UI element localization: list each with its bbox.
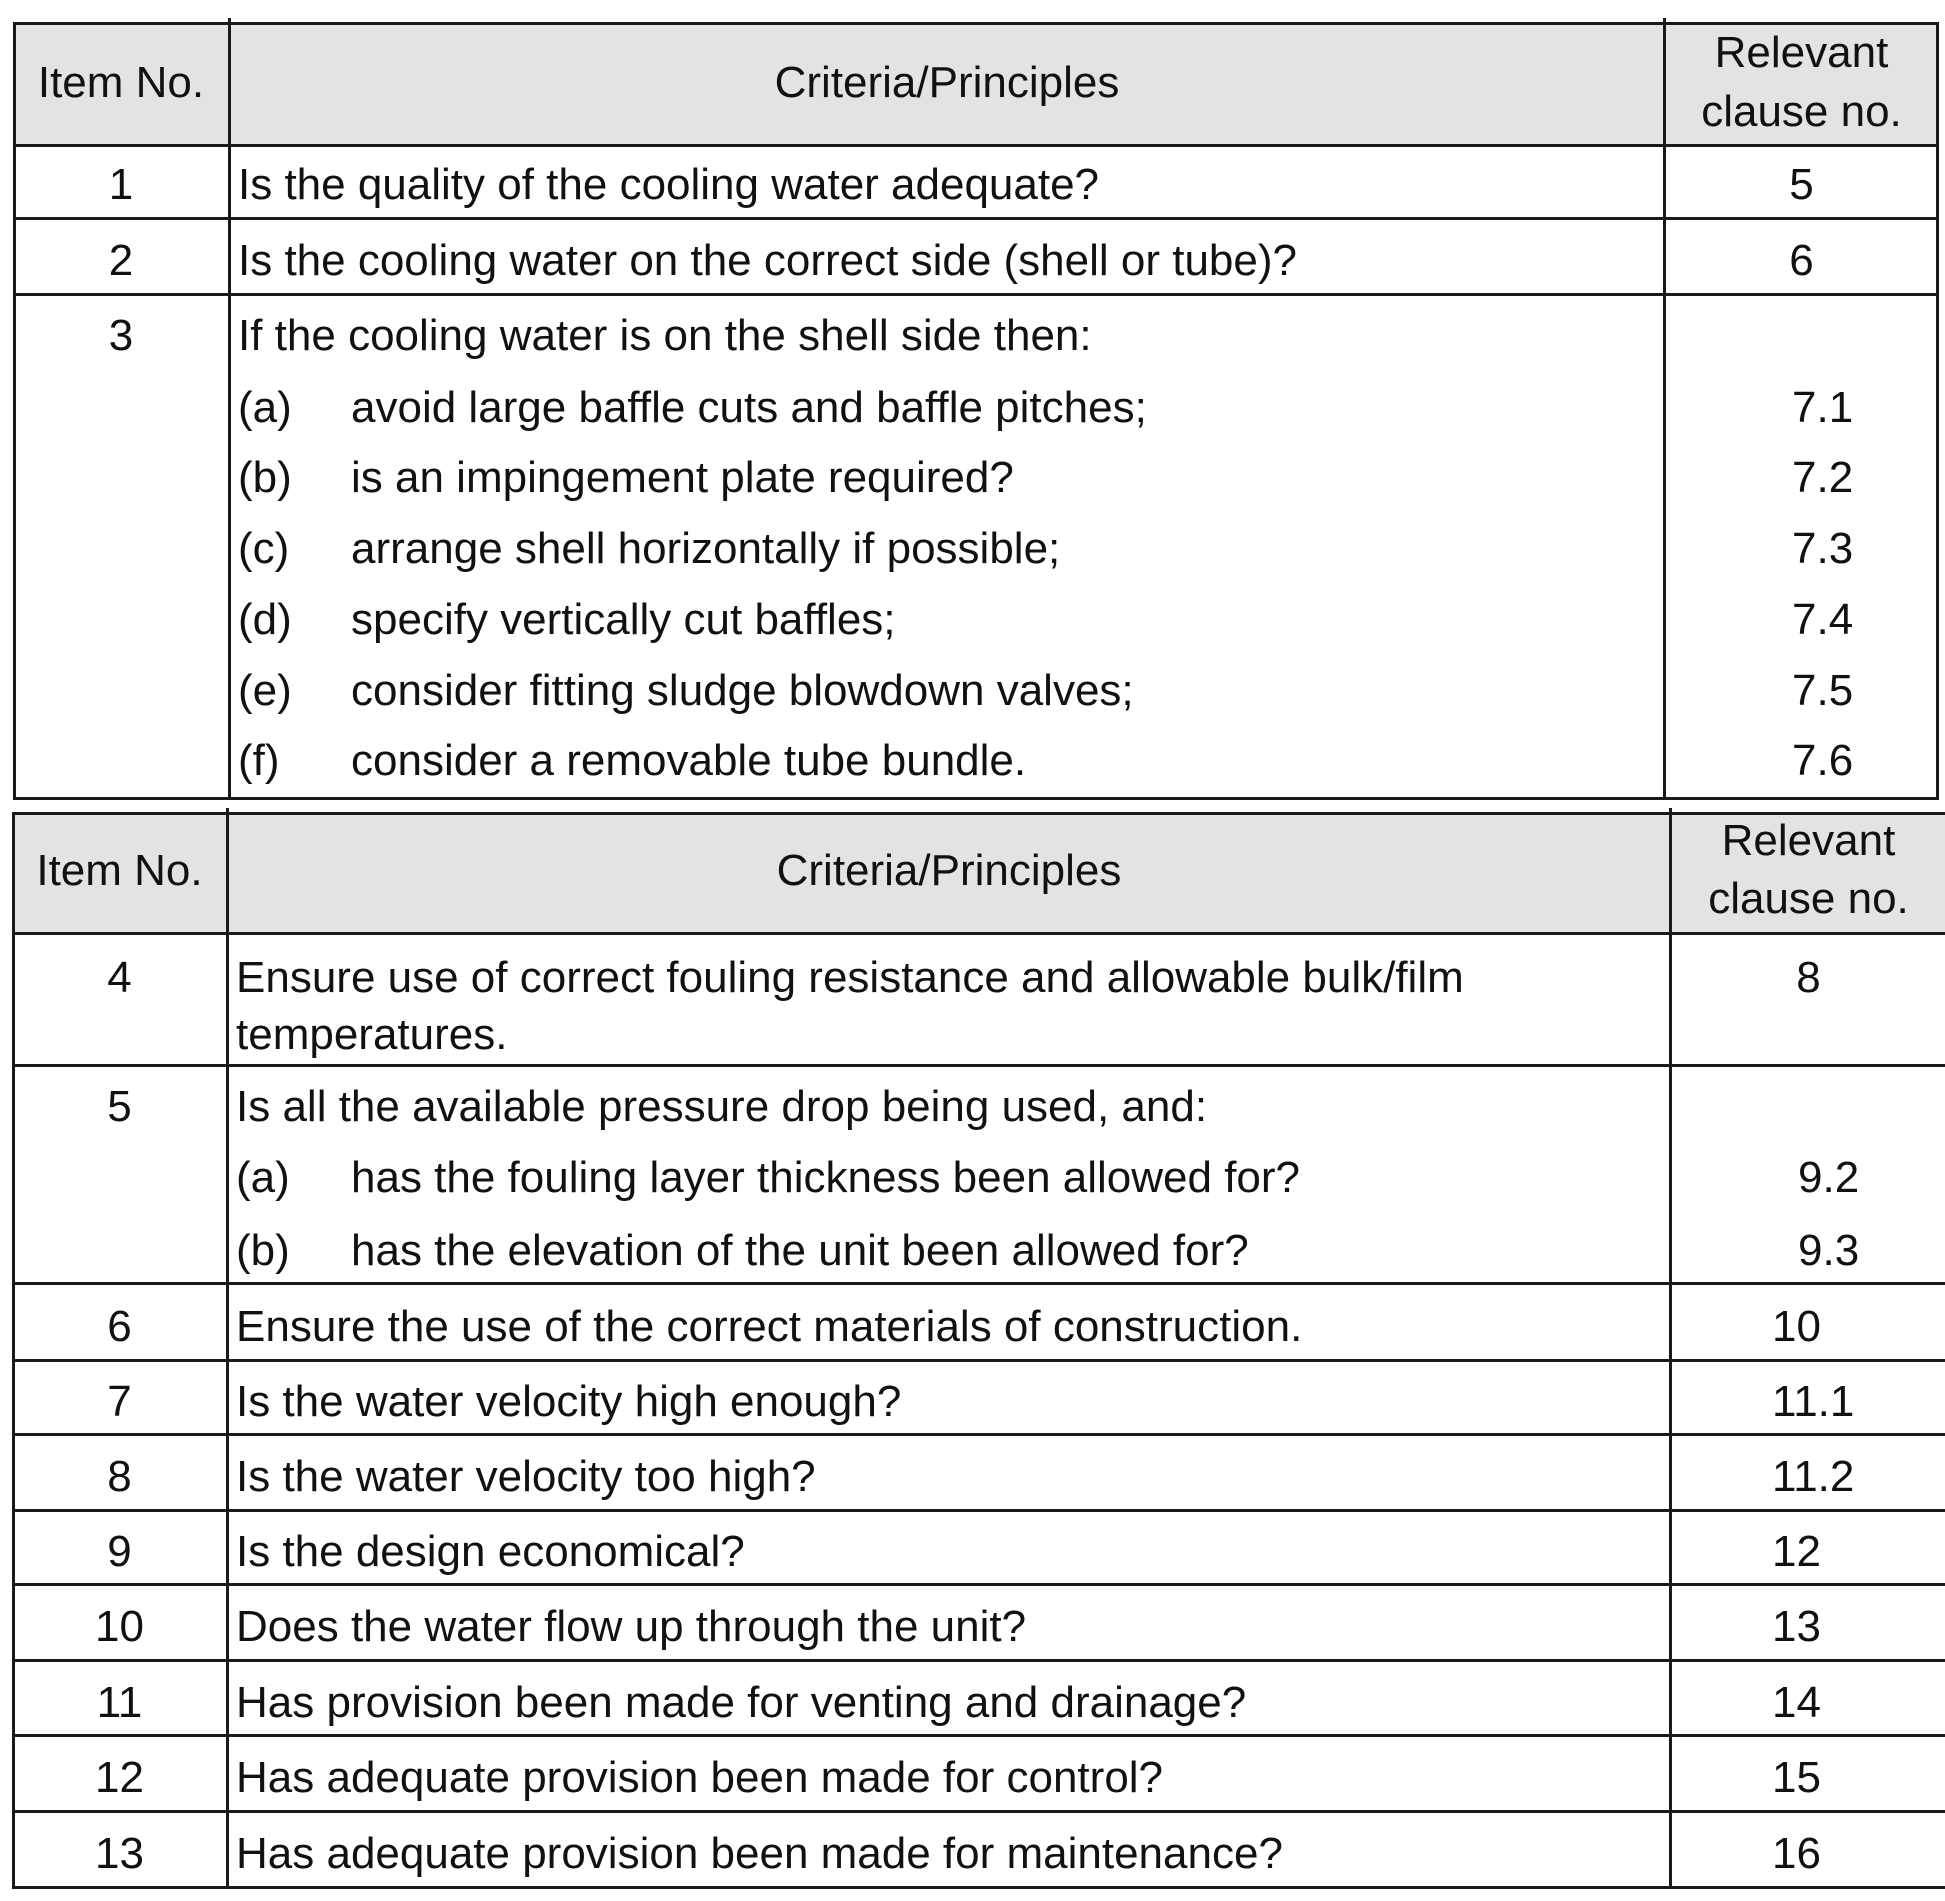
criteria-text: Is all the available pressure drop being used, and: xyxy=(236,1082,1208,1131)
item-number: 4 xyxy=(107,953,132,1002)
sub-item-text: specify vertically cut baffles; xyxy=(351,595,896,644)
item-number: 12 xyxy=(95,1753,144,1802)
sub-item-clause: 7.3 xyxy=(1792,524,1854,573)
criteria-text-line2: temperatures. xyxy=(236,1010,508,1059)
sub-item-label: (b) xyxy=(238,453,292,502)
clause-number: 15 xyxy=(1772,1753,1821,1802)
sub-item-label: (b) xyxy=(236,1226,290,1275)
table-2-col-divider-1 xyxy=(226,808,229,1889)
table-2-row-divider xyxy=(12,1509,1945,1512)
sub-item-text: has the elevation of the unit been allowed for? xyxy=(351,1226,1249,1275)
table-2-row-divider xyxy=(12,1359,1945,1362)
table-1-col-divider-1 xyxy=(228,18,231,800)
sub-item-label: (f) xyxy=(238,736,280,785)
item-number: 9 xyxy=(107,1527,132,1576)
sub-item-label: (a) xyxy=(236,1153,290,1202)
column-header-criteria: Criteria/Principles xyxy=(776,846,1122,895)
clause-number: 11.1 xyxy=(1772,1377,1855,1426)
column-header-item-no: Item No. xyxy=(36,846,203,895)
sub-item-text: consider a removable tube bundle. xyxy=(351,736,1027,785)
column-header-item-no: Item No. xyxy=(37,58,205,107)
table-1-header-divider xyxy=(13,144,1939,147)
sub-item-clause: 7.5 xyxy=(1792,666,1854,715)
column-header-clause-line2: clause no. xyxy=(1708,874,1909,923)
table-2-header-divider xyxy=(12,932,1945,935)
sub-item-text: arrange shell horizontally if possible; xyxy=(351,524,1061,573)
sub-item-label: (c) xyxy=(238,524,290,573)
criteria-text: Has adequate provision been made for control? xyxy=(236,1753,1164,1802)
sub-item-text: consider fitting sludge blowdown valves; xyxy=(351,666,1134,715)
sub-item-label: (d) xyxy=(238,595,292,644)
item-number: 10 xyxy=(95,1602,144,1651)
item-number: 13 xyxy=(95,1829,144,1878)
item-number: 11 xyxy=(96,1678,143,1727)
item-number: 6 xyxy=(107,1302,132,1351)
criteria-text: Has provision been made for venting and drainage? xyxy=(236,1678,1247,1727)
criteria-text: Is the cooling water on the correct side (shell or tube)? xyxy=(238,236,1297,285)
table-2-row-divider xyxy=(12,1734,1945,1737)
table-1-row-divider xyxy=(13,293,1939,296)
item-number: 7 xyxy=(107,1377,132,1426)
criteria-text: If the cooling water is on the shell side then: xyxy=(238,311,1092,360)
clause-number: 10 xyxy=(1772,1302,1821,1351)
sub-item-clause: 7.6 xyxy=(1792,736,1854,785)
column-header-clause-line2: clause no. xyxy=(1701,87,1902,136)
column-header-clause-line1: Relevant xyxy=(1714,28,1889,77)
clause-number: 13 xyxy=(1772,1602,1821,1651)
table-2-row-divider xyxy=(12,1583,1945,1586)
column-header-clause-line1: Relevant xyxy=(1721,816,1896,865)
criteria-text: Is the water velocity high enough? xyxy=(236,1377,902,1426)
criteria-text: Ensure the use of the correct materials of construction. xyxy=(236,1302,1303,1351)
item-number: 8 xyxy=(107,1452,132,1501)
table-2-row-divider xyxy=(12,1433,1945,1436)
table-2-row-divider xyxy=(12,1282,1945,1285)
clause-number: 16 xyxy=(1772,1829,1821,1878)
criteria-text: Does the water flow up through the unit? xyxy=(236,1602,1027,1651)
sub-item-clause: 7.2 xyxy=(1792,453,1854,502)
table-2-row-divider xyxy=(12,1659,1945,1662)
sub-item-clause: 7.4 xyxy=(1792,595,1854,644)
sub-item-clause: 9.3 xyxy=(1798,1226,1860,1275)
sub-item-label: (a) xyxy=(238,383,292,432)
sub-item-clause: 7.1 xyxy=(1792,383,1854,432)
clause-number: 14 xyxy=(1772,1678,1821,1727)
table-1-row-divider xyxy=(13,217,1939,220)
table-2-row-divider xyxy=(12,1810,1945,1813)
item-number: 2 xyxy=(108,236,134,285)
sub-item-text: avoid large baffle cuts and baffle pitches; xyxy=(351,383,1147,432)
clause-number: 8 xyxy=(1796,953,1821,1002)
sub-item-clause: 9.2 xyxy=(1798,1153,1860,1202)
criteria-text: Is the quality of the cooling water adequate? xyxy=(238,160,1100,209)
criteria-text: Is the water velocity too high? xyxy=(236,1452,816,1501)
clause-number: 11.2 xyxy=(1772,1452,1855,1501)
item-number: 1 xyxy=(108,160,134,209)
item-number: 5 xyxy=(107,1082,132,1131)
clause-number: 5 xyxy=(1789,160,1814,209)
column-header-criteria: Criteria/Principles xyxy=(774,58,1120,107)
criteria-text: Is the design economical? xyxy=(236,1527,745,1576)
table-2-row-divider xyxy=(12,1064,1945,1067)
item-number: 3 xyxy=(108,311,134,360)
clause-number: 6 xyxy=(1789,236,1814,285)
sub-item-label: (e) xyxy=(238,666,292,715)
sub-item-text: has the fouling layer thickness been allowed for? xyxy=(351,1153,1301,1202)
sub-item-text: is an impingement plate required? xyxy=(351,453,1014,502)
criteria-text-line1: Ensure use of correct fouling resistance and allowable bulk/film xyxy=(236,953,1464,1002)
criteria-text: Has adequate provision been made for maintenance? xyxy=(236,1829,1283,1878)
clause-number: 12 xyxy=(1772,1527,1821,1576)
